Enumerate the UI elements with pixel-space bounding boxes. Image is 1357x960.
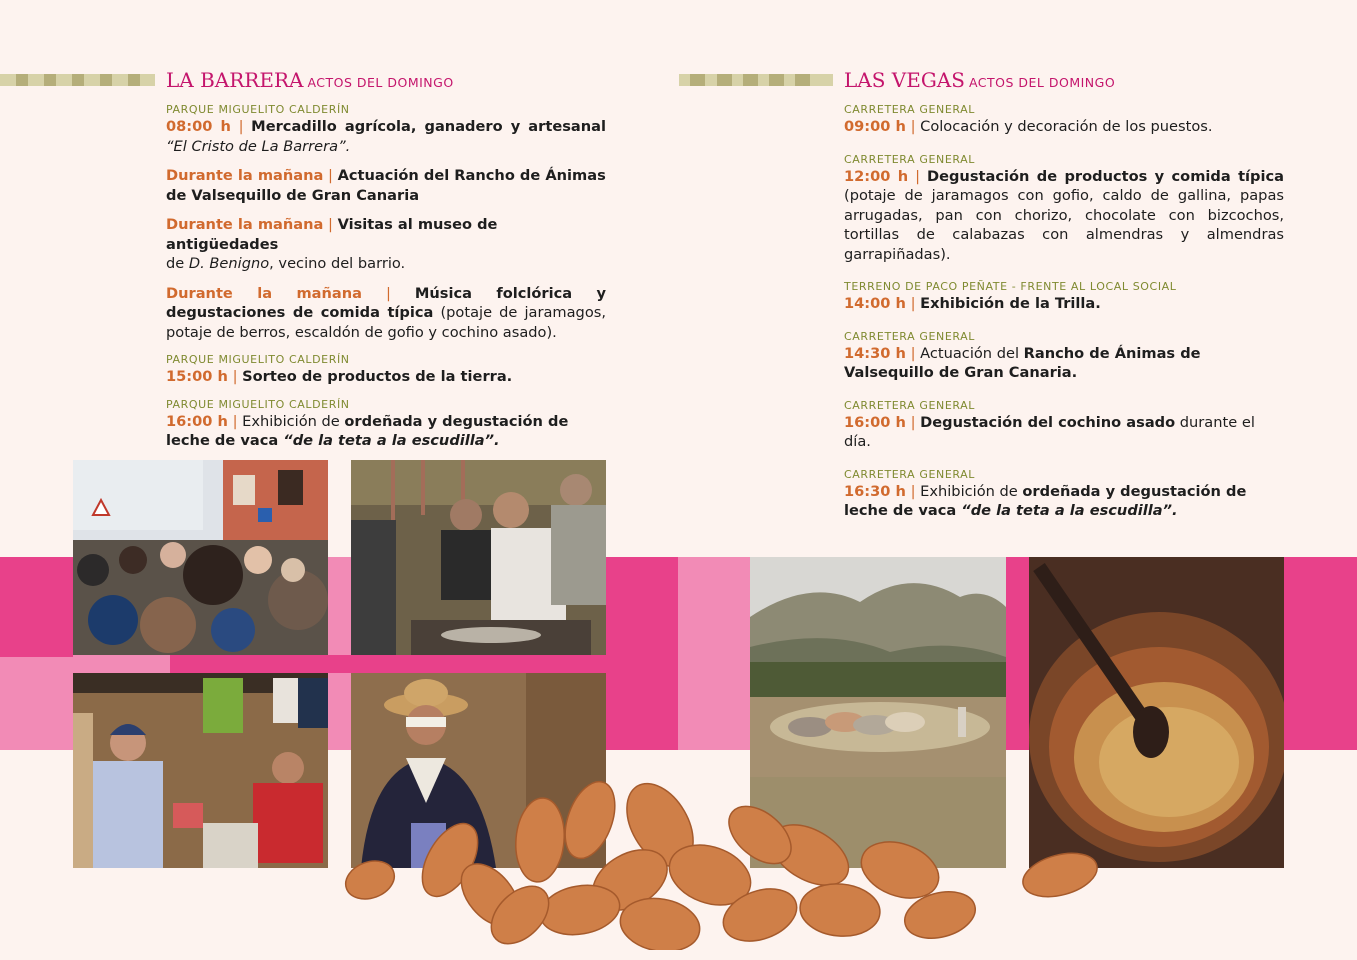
event-time: Durante la mañana [166,216,324,233]
event-title: ordeñada y degustación de leche de vaca [166,412,569,449]
event-time: 16:00 h [844,413,906,431]
left-section-title [166,68,454,92]
event-location: CARRETERA GENERAL [844,103,976,116]
event-title: ordeñada y degustación de leche de vaca [844,482,1247,519]
cooking-men-photo [351,460,606,655]
event-time: 12:00 h [844,167,909,185]
event-title: Actuación del Rancho de Ánimas de Valsequillo de Gran Canaria [166,167,606,204]
pink-band-middle [606,557,678,750]
event-item: PARQUE MIGUELITO CALDERÍN 08:00 h | Mercadillo agrícola, ganadero y artesanal “El Cristo de La Barrera”. [166,103,606,155]
event-time: 09:00 h [844,118,906,135]
event-location: CARRETERA GENERAL [844,152,976,166]
event-time: Durante la mañana [166,284,362,302]
event-item: Durante la mañana | Música folclórica y degustaciones de comida típica (potaje de jaramagos, potaje de berros, escaldón de gofio y cochino asado). [166,284,607,341]
event-location: PARQUE MIGUELITO CALDERÍN [166,397,350,411]
almonds-photo [340,765,1110,950]
event-item: PARQUE MIGUELITO CALDERÍN 16:00 h | Exhibición de ordeñada y degustación de leche de vaca “de la teta a la escudilla”. [166,397,606,451]
women-stall-photo [73,673,328,868]
event-title: Visitas al museo de antigüedades [166,216,498,253]
event-title: Degustación del cochino asado [920,413,1176,431]
event-time: Durante la mañana [166,167,324,184]
event-location: CARRETERA GENERAL [844,467,976,481]
event-title: Música folclórica y degustaciones de comida típica [166,284,607,321]
event-item: Durante la mañana | Visitas al museo de antigüedades de D. Benigno, vecino del barrio. [166,216,498,272]
left-events [166,102,606,461]
event-item: PARQUE MIGUELITO CALDERÍN 15:00 h | Sorteo de productos de la tierra. [166,352,606,387]
event-item: CARRETERA GENERAL 14:30 h | Actuación del Rancho de Ánimas de Valsequillo de Gran Canaria. [844,329,1284,383]
market-crowd-photo [73,460,328,655]
pink-band-right-dark [1284,557,1357,750]
event-location: CARRETERA GENERAL [844,398,976,412]
event-title: Exhibición de la Trilla. [920,295,1101,312]
event-time: 14:30 h [844,344,906,362]
pink-band-light-strip [73,655,170,673]
right-events [844,102,1284,531]
event-title: Mercadillo agrícola, ganadero y artesanal [251,118,606,135]
event-time: 15:00 h [166,368,228,385]
right-title: LAS VEGAS [844,68,965,92]
event-title: Degustación de productos y comida típica [926,167,1284,185]
decorative-bar-left [0,74,155,86]
event-time: 14:00 h [844,295,906,312]
left-title: LA BARRERA [166,68,304,92]
event-time: 16:00 h [166,412,228,430]
event-item: CARRETERA GENERAL 16:00 h | Degustación del cochino asado durante el día. [844,398,1284,452]
event-title: Colocación y decoración de los puestos. [915,118,1213,135]
event-location: PARQUE MIGUELITO CALDERÍN [166,103,350,116]
event-location: CARRETERA GENERAL [844,329,976,343]
event-title: Sorteo de productos de la tierra. [242,368,513,385]
pink-band-strip [170,655,610,673]
pink-band-right-gap [1005,557,1029,750]
right-section-title [844,68,1115,92]
right-subtitle: ACTOS DEL DOMINGO [968,75,1116,90]
left-subtitle: ACTOS DEL DOMINGO [307,75,454,90]
event-location: PARQUE MIGUELITO CALDERÍN [166,353,350,366]
event-item: TERRENO DE PACO PEÑATE - FRENTE AL LOCAL SOCIAL 14:00 h | Exhibición de la Trilla. [844,279,1284,314]
event-location: TERRENO DE PACO PEÑATE - FRENTE AL LOCAL SOCIAL [844,280,1177,293]
pink-band-left-dark [0,557,73,657]
decorative-bar-right [679,74,833,86]
event-item: CARRETERA GENERAL 09:00 h | Colocación y decoración de los puestos. [844,102,1284,137]
event-item: CARRETERA GENERAL 12:00 h | Degustación de productos y comida típica (potaje de jaramagos con gofio, caldo de gallina, papas arrugadas, pan con chorizo, chocolate con bizcochos, tortillas de calabazas con almendras y almendras garrapiñadas). [844,152,1284,263]
event-item: Durante la mañana | Actuación del Rancho de Ánimas de Valsequillo de Gran Canaria [166,167,606,204]
event-time: 08:00 h [166,118,231,135]
event-item: CARRETERA GENERAL 16:30 h | Exhibición de ordeñada y degustación de leche de vaca “de la teta a la escudilla”. [844,467,1284,521]
event-time: 16:30 h [844,482,906,500]
event-title: Rancho de Ánimas de Valsequillo de Gran Canaria. [844,344,1201,381]
